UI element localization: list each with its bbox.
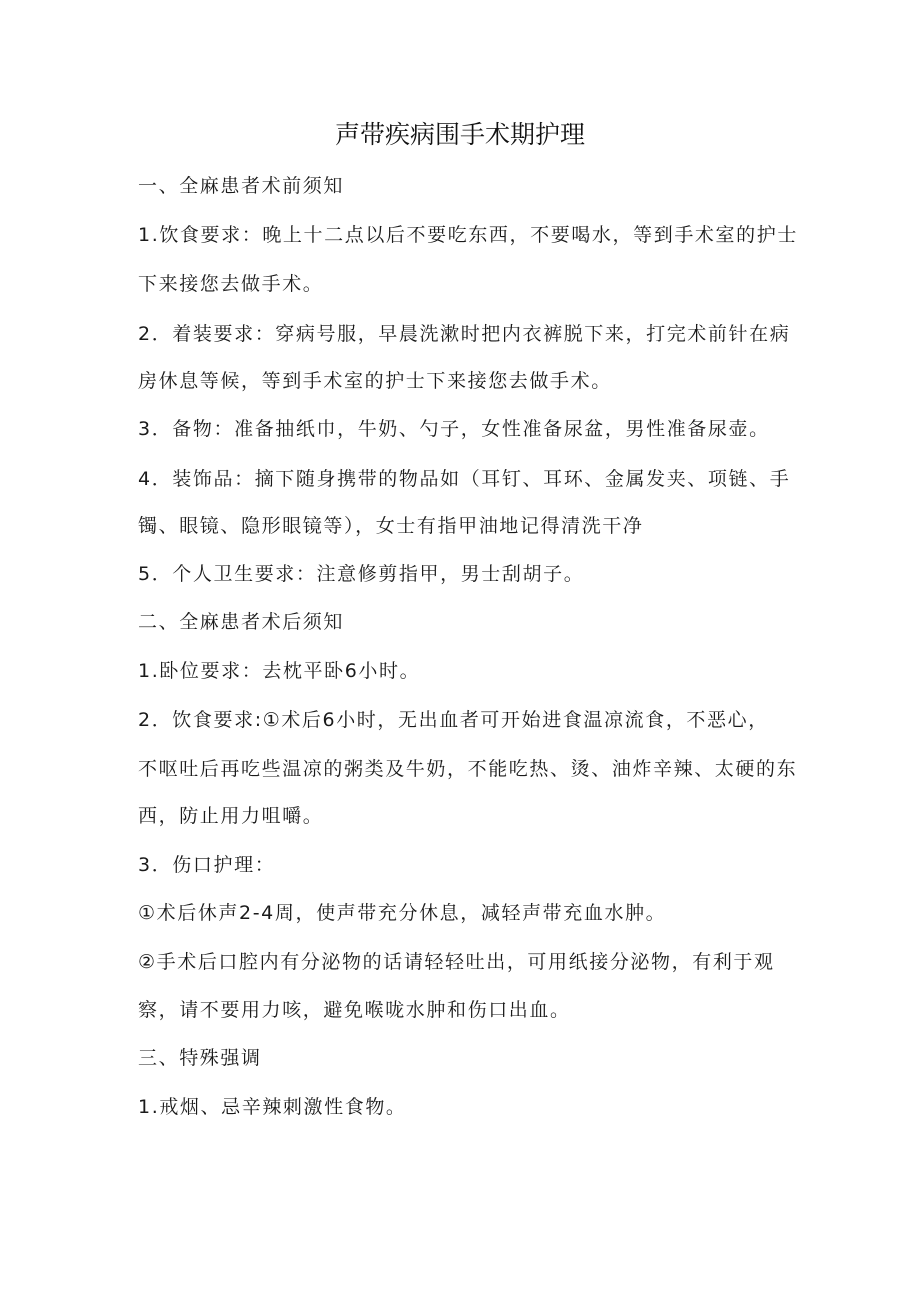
section-heading-preop: 一、全麻患者术前须知: [138, 175, 345, 197]
paragraph-line: 3．备物：准备抽纸巾，牛奶、勺子，女性准备尿盆，男性准备尿壶。: [138, 418, 770, 440]
document-title: 声带疾病围手术期护理: [334, 120, 585, 149]
paragraph-line: 镯、眼镜、隐形眼镜等），女士有指甲油地记得清洗干净: [138, 515, 644, 537]
paragraph-line: 察，请不要用力咳，避免喉咙水肿和伤口出血。: [138, 999, 571, 1021]
section-heading-special: 三、特殊强调: [138, 1047, 262, 1069]
section-heading-postop: 二、全麻患者术后须知: [138, 611, 345, 633]
paragraph-line: ②手术后口腔内有分泌物的话请轻轻吐出，可用纸接分泌物，有利于观: [138, 951, 775, 973]
paragraph-line: 西，防止用力咀嚼。: [138, 805, 324, 827]
paragraph-line: ①术后休声2-4周，使声带充分休息，减轻声带充血水肿。: [138, 902, 667, 924]
paragraph-line: 1.戒烟、忌辛辣刺激性食物。: [138, 1096, 407, 1118]
paragraph-line: 2．着装要求：穿病号服，早晨洗漱时把内衣裤脱下来，打完术前针在病: [138, 323, 791, 345]
paragraph-line: 不呕吐后再吃些温凉的粥类及牛奶，不能吃热、烫、油炸辛辣、太硬的东: [138, 758, 798, 780]
paragraph-line: 4．装饰品：摘下随身携带的物品如（耳钉、耳环、金属发夹、项链、手: [138, 468, 791, 490]
paragraph-line: 3．伤口护理：: [138, 854, 276, 876]
paragraph-line: 1.饮食要求：晚上十二点以后不要吃东西，不要喝水，等到手术室的护士: [138, 224, 798, 246]
paragraph-line: 房休息等候，等到手术室的护士下来接您去做手术。: [138, 370, 612, 392]
paragraph-line: 5．个人卫生要求：注意修剪指甲，男士刮胡子。: [138, 563, 585, 585]
paragraph-line: 下来接您去做手术。: [138, 273, 324, 295]
paragraph-line: 1.卧位要求：去枕平卧6小时。: [138, 660, 421, 682]
paragraph-line: 2．饮食要求:①术后6小时，无出血者可开始进食温凉流食，不恶心，: [138, 709, 769, 731]
